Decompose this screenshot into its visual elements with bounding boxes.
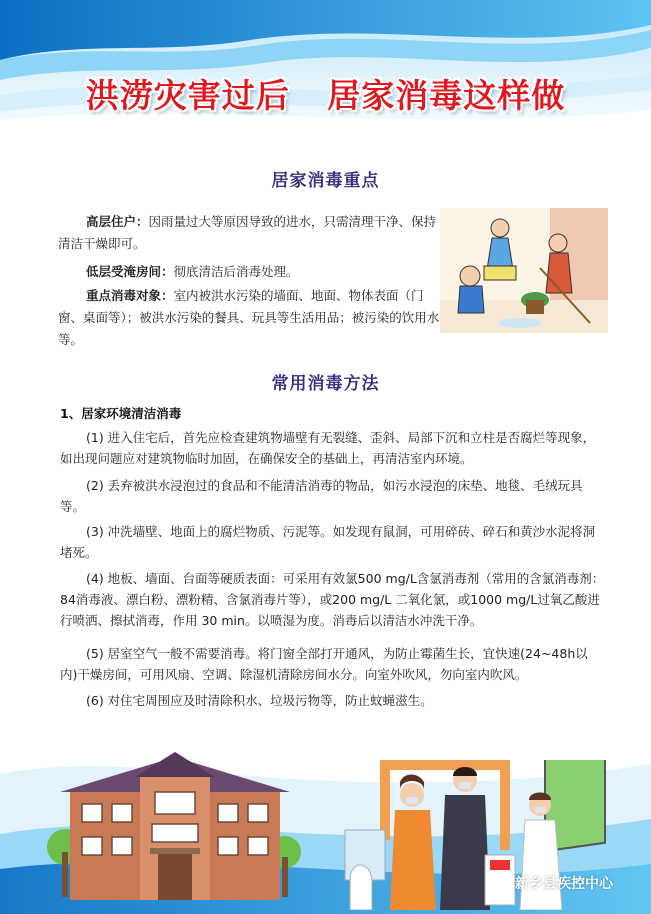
paragraph-key-targets — [58, 285, 443, 351]
text-key-targets: 室内被洪水污染的墙面、地面、物体表面（门窗、桌面等）；被洪水污染的餐具、玩具等生活用品；被污染的饮用水等。 — [58, 288, 440, 347]
paragraph-low-floor — [58, 261, 443, 283]
step-3: (3) 冲洗墙壁、地面上的腐烂物质、污泥等。如发现有鼠洞，可用碎砖、碎石和黄沙水泥将洞堵死。 — [60, 524, 596, 560]
watermark-text: 新乡县疾控中心 — [515, 876, 613, 892]
step-4: (4) 地板、墙面、台面等硬质表面：可采用有效氯500 mg/L含氯消毒剂（常用的含氯消毒剂：84消毒液、漂白粉、漂粉精、含氯消毒片等），或200 mg/L 二氧化氯，或1000 mg/L过氧乙酸进行喷洒、擦拭消毒，作用 30 min。以喷湿为度。消毒后以清洁水冲洗干净。 — [60, 571, 605, 628]
label-low-floor: 低层受淹房间： — [86, 264, 174, 279]
wechat-icon — [488, 875, 510, 891]
text-low-floor: 彻底清洁后消毒处理。 — [173, 264, 299, 279]
step-2: (2) 丢弃被洪水浸泡过的食品和不能清洁消毒的物品，如污水浸泡的床垫、地毯、毛绒玩具等。 — [60, 478, 583, 514]
label-high-floor: 高层住户： — [86, 214, 149, 229]
house-illustration — [40, 752, 310, 902]
step-1: (1) 进入住宅后，首先应检查建筑物墙壁有无裂缝、歪斜、局部下沉和立柱是否腐烂等现象，如出现问题应对建筑物临时加固，在确保安全的基础上，再清洁室内环境。 — [60, 430, 596, 466]
subheading-home-disinfection: 1、居家环境清洁消毒 — [60, 406, 182, 421]
family-cleaning-illustration — [440, 208, 608, 333]
watermark — [488, 872, 613, 894]
section-heading-methods: 常用消毒方法 — [271, 374, 380, 394]
section-heading-key-points: 居家消毒重点 — [271, 171, 380, 191]
text-high-floor: 因雨量过大等原因导致的进水，只需清理干净、保持清洁干燥即可。 — [58, 214, 437, 251]
label-key-targets: 重点消毒对象： — [86, 288, 174, 303]
paragraph-high-floor — [58, 211, 443, 255]
poster-title: 洪涝灾害过后 居家消毒这样做 — [85, 76, 566, 115]
step-6: (6) 对住宅周围应及时清除积水、垃圾污物等，防止蚊蝇滋生。 — [86, 693, 433, 708]
step-5: (5) 居室空气一般不需要消毒。将门窗全部打开通风，为防止霉菌生长，宜快速(24~48h以内)干燥房间，可用风扇、空调、除湿机清除房间水分。向室外吹风，勿向室内吹风。 — [60, 646, 588, 682]
